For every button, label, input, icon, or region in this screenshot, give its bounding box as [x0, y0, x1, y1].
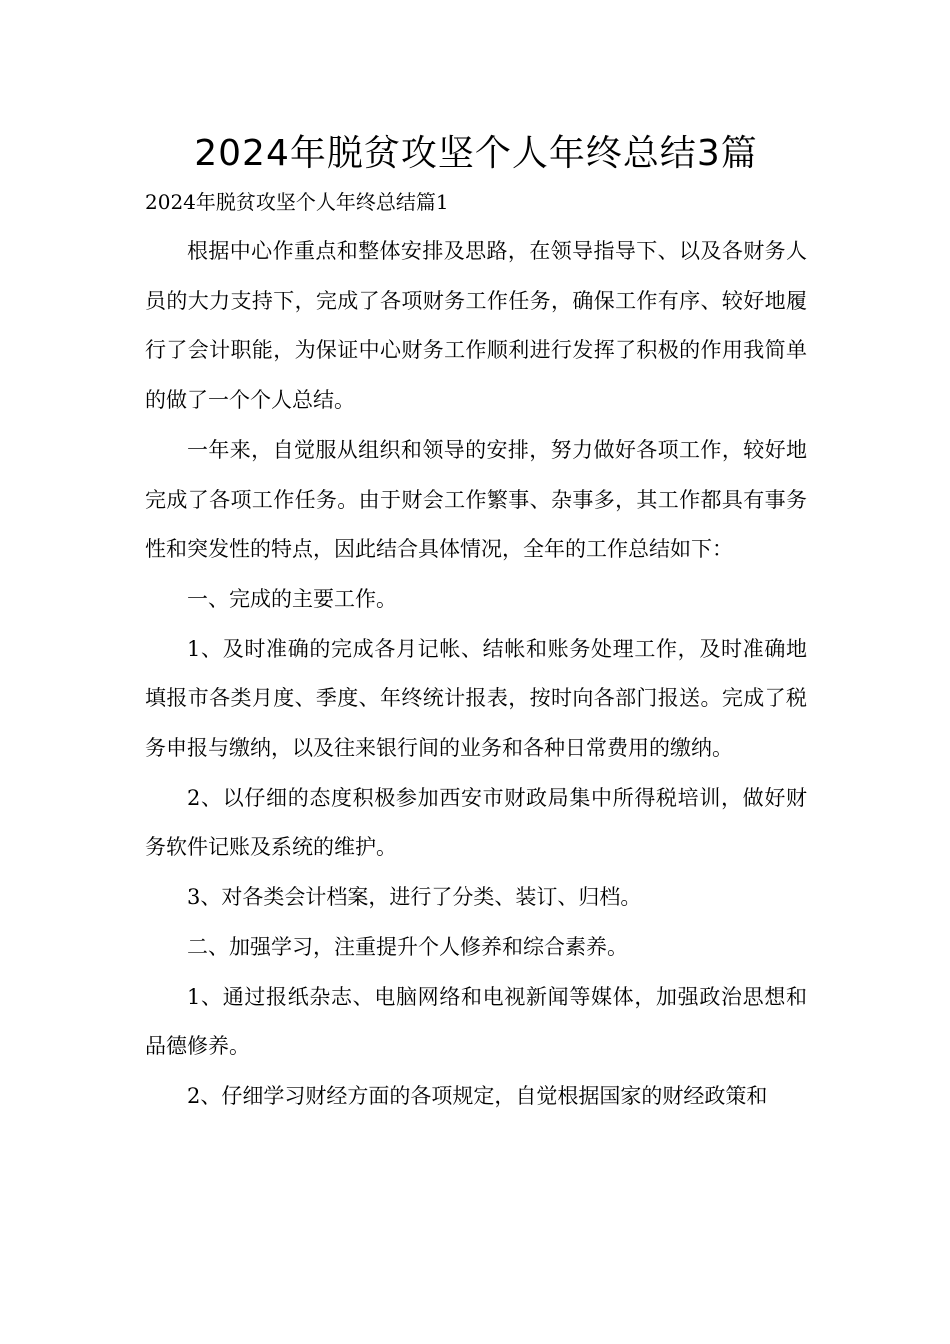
paragraph: 一、完成的主要工作。	[187, 586, 397, 611]
paragraph: 二、加强学习，注重提升个人修养和综合素养。	[187, 934, 628, 959]
paragraph: 2、以仔细的态度积极参加西安市财政局集中所得税培训，做好财务软件记账及系统的维护。	[145, 785, 807, 860]
document-page	[145, 128, 807, 1122]
paragraph: 3、对各类会计档案，进行了分类、装订、归档。	[187, 885, 642, 910]
paragraph: 根据中心作重点和整体安排及思路，在领导指导下、以及各财务人员的大力支持下，完成了各项财务工作任务，确保工作有序、较好地履行了会计职能，为保证中心财务工作顺利进行发挥了积极的作用我简单的做了一个个人总结。	[145, 239, 807, 413]
section-heading: 2024年脱贫攻坚个人年终总结篇1	[145, 190, 449, 214]
paragraph: 1、通过报纸杂志、电脑网络和电视新闻等媒体，加强政治思想和品德修养。	[145, 984, 807, 1059]
paragraph: 1、及时准确的完成各月记帐、结帐和账务处理工作，及时准确地填报市各类月度、季度、年终统计报表，按时向各部门报送。完成了税务申报与缴纳，以及往来银行间的业务和各种日常费用的缴纳。	[145, 636, 807, 761]
document-title: 2024年脱贫攻坚个人年终总结3篇	[194, 133, 758, 174]
document-body	[145, 227, 807, 1122]
paragraph: 2、仔细学习财经方面的各项规定，自觉根据国家的财经政策和	[187, 1083, 768, 1108]
paragraph: 一年来，自觉服从组织和领导的安排，努力做好各项工作，较好地完成了各项工作任务。由于财会工作繁事、杂事多，其工作都具有事务性和突发性的特点，因此结合具体情况，全年的工作总结如下：	[145, 437, 807, 562]
